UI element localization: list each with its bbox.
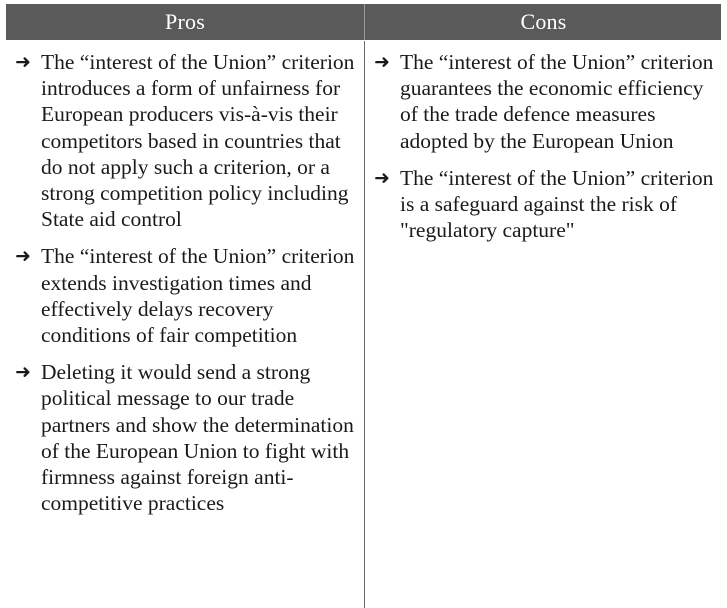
cons-header: Cons [364, 4, 722, 40]
table-header [6, 4, 721, 41]
pros-item [15, 359, 364, 516]
table-body [6, 41, 721, 608]
pros-item-text: The “interest of the Union” criterion introduces a form of unfairness for European producers vis-à-vis their competitors based in countries that do not apply such a criterion, or a strong competition policy including State aid control [41, 50, 355, 232]
cons-column [364, 41, 721, 608]
cons-item-text: The “interest of the Union” criterion guarantees the economic efficiency of the trade defence measures adopted by the European Union [400, 50, 714, 153]
cons-item [374, 165, 721, 244]
right-arrow-icon: ➜ [15, 361, 31, 384]
right-arrow-icon: ➜ [15, 51, 31, 73]
right-arrow-icon: ➜ [374, 51, 390, 73]
pros-item [15, 49, 364, 232]
pros-item [15, 243, 364, 348]
cons-item [374, 49, 721, 154]
pros-item-text: Deleting it would send a strong political message to our trade partners and show the determination of the European Union to fight with firmness against foreign anti-competitive practices [41, 360, 354, 516]
pros-cons-table [6, 4, 721, 607]
right-arrow-icon: ➜ [374, 166, 390, 189]
pros-item-text: The “interest of the Union” criterion extends investigation times and effectively delays recovery conditions of fair competition [41, 244, 355, 348]
cons-item-text: The “interest of the Union” criterion is a safeguard against the risk of "regulatory capture" [400, 165, 714, 243]
right-arrow-icon: ➜ [15, 245, 31, 268]
pros-header: Pros [165, 9, 205, 34]
pros-column [6, 41, 364, 608]
